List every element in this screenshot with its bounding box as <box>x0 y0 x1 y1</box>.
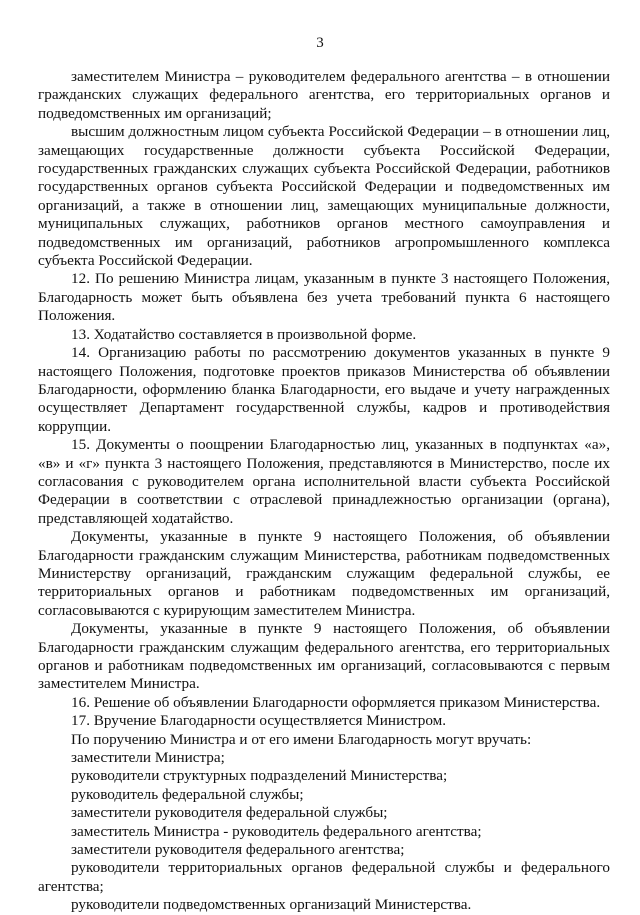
paragraph-regional-official: высшим должностным лицом субъекта Российской Федерации – в отношении лиц, замещающих государственные должности субъекта Российской Федерации, государственных гражданских служащих субъекта Российской Федерации, работников государственных органов субъекта Российской Федерации и подведомственных им организаций, а также в отношении лиц, замещающих муниципальные должности, муниципальных служащих, работников органов местного самоуправления и подведомственных им организаций, работников агропромышленного комплекса субъекта Российской Федерации. <box>38 123 610 270</box>
page-number: 3 <box>316 35 324 51</box>
paragraph-ministry-documents: Документы, указанные в пункте 9 настоящего Положения, об объявлении Благодарности гражданским служащим Министерства, работникам подведомственных Министерству организаций, гражданским служащим федеральной службы, ее территориальных органов и работникам подведомственных им организаций, согласовываются с курирующим заместителем Министра. <box>38 528 610 619</box>
paragraph-item-17: 17. Вручение Благодарности осуществляется Министром. <box>71 712 447 730</box>
document-body <box>38 68 610 915</box>
paragraph-item-12: 12. По решению Министра лицам, указанным в пункте 3 настоящего Положения, Благодарность может быть объявлена без учета требований пункта 6 настоящего Положения. <box>38 270 610 325</box>
paragraph-item-14: 14. Организацию работы по рассмотрению документов указанных в пункте 9 настоящего Положения, подготовке проектов приказов Министерства об объявлении Благодарности, оформлению бланка Благодарности, его выдаче и учету награжденных осуществляет Департамент государственной службы, кадров и противодействия коррупции. <box>38 344 610 435</box>
list-item: заместители руководителя федерального агентства; <box>71 841 405 859</box>
paragraph-item-15: 15. Документы о поощрении Благодарностью лиц, указанных в подпунктах «а», «в» и «г» пункта 3 настоящего Положения, представляются в Министерство, после их согласования с руководителем органа исполнительной власти субъекта Российской Федерации в соответствии с отраслевой принадлежностью организации (органа), представляющей ходатайство. <box>38 436 610 527</box>
paragraph-item-13: 13. Ходатайство составляется в произвольной форме. <box>71 325 417 343</box>
list-item: руководители территориальных органов федеральной службы и федерального агентства; <box>38 859 610 895</box>
list-item: руководители подведомственных организаций Министерства. <box>71 896 472 914</box>
paragraph-item-16: 16. Решение об объявлении Благодарности оформляется приказом Министерства. <box>71 693 601 711</box>
paragraph-agency-documents: Документы, указанные в пункте 9 настоящего Положения, об объявлении Благодарности гражданским служащим федерального агентства, его территориальных органов и работникам подведомственных им организаций, согласовываются с первым заместителем Министра. <box>38 620 610 693</box>
list-item: руководители структурных подразделений Министерства; <box>71 767 448 785</box>
paragraph-deputy-minister: заместителем Министра – руководителем федерального агентства – в отношении гражданских служащих федерального агентства, его территориальных органов и подведомственных им организаций; <box>38 68 610 122</box>
list-item: заместитель Министра - руководитель федерального агентства; <box>71 822 482 840</box>
list-item: заместители Министра; <box>71 749 225 767</box>
list-item: руководитель федеральной службы; <box>71 785 304 803</box>
list-item: заместители руководителя федеральной службы; <box>71 804 388 822</box>
paragraph-presenters-intro: По поручению Министра и от его имени Благодарность могут вручать: <box>71 730 532 748</box>
